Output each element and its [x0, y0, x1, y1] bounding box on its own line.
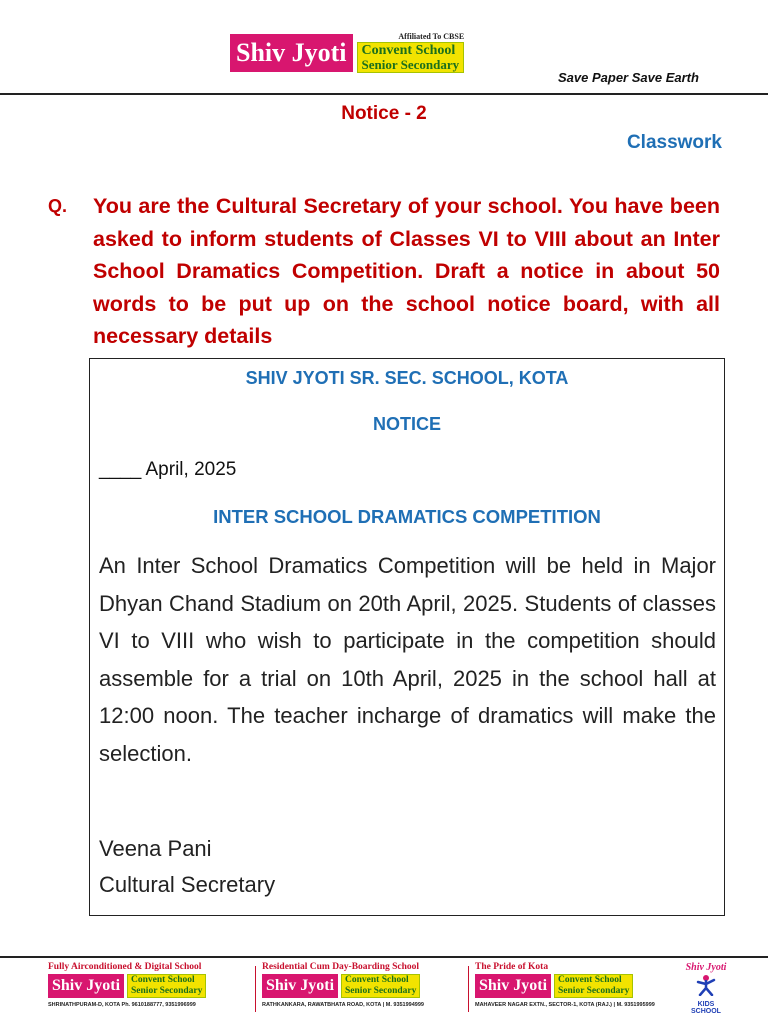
branch-tagline: Residential Cum Day-Boarding School — [262, 962, 420, 972]
logo-line-convent: Convent School — [361, 43, 456, 58]
notice-subject: INTER SCHOOL DRAMATICS COMPETITION — [213, 506, 601, 527]
branch-tagline: Fully Airconditioned & Digital School — [48, 962, 202, 972]
footer-separator — [468, 966, 469, 1012]
kids-logo-subtitle: KIDS SCHOOL — [691, 1001, 721, 1015]
header-divider — [0, 93, 768, 95]
logo-line-senior: Senior Secondary — [361, 57, 460, 72]
notice-body: An Inter School Dramatics Competition will be held in Major Dhyan Chand Stadium on 20th April, 2025. Students of classes VI to VIII who wish to participate in the competition should assemble for a trial on 10th April, 2025 in the school hall at 12:00 noon. The teacher incharge of dramatics will make the selection. — [99, 553, 716, 766]
branch-logo-name: Shiv Jyoti — [475, 974, 551, 998]
signatory-role: Cultural Secretary — [99, 872, 276, 897]
footer-branch-2 — [262, 962, 472, 1016]
branch-tagline: The Pride of Kota — [475, 962, 549, 972]
footer-branch-1 — [48, 962, 258, 1016]
branch-logo — [48, 974, 258, 1000]
branch-logo-convent: Convent School — [558, 975, 622, 985]
kids-logo-title: Shiv Jyoti — [685, 962, 727, 973]
branch-logo — [262, 974, 472, 1000]
branch-logo-senior: Senior Secondary — [345, 986, 417, 996]
question-label: Q. — [48, 196, 68, 216]
branch-address: RATHKANKARA, RAWATBHATA ROAD, KOTA | M. 9351994999 — [262, 1002, 424, 1008]
footer-divider — [0, 956, 768, 958]
kids-figure-icon — [693, 974, 719, 996]
motto: Save Paper Save Earth — [558, 70, 699, 85]
footer-separator — [255, 966, 256, 1012]
branch-logo-name: Shiv Jyoti — [48, 974, 124, 998]
branch-address: SHRINATHPURAM-D, KOTA Ph. 9610188777, 9351996999 — [48, 1002, 196, 1008]
notice-school-name: SHIV JYOTI SR. SEC. SCHOOL, KOTA — [245, 368, 569, 388]
logo-name: Shiv Jyoti — [230, 34, 353, 72]
branch-logo — [475, 974, 685, 1000]
branch-logo-senior: Senior Secondary — [558, 986, 630, 996]
branch-address: MAHAVEER NAGAR EXTN., SECTOR-1, KOTA (RAJ.) | M. 9351995999 — [475, 1002, 655, 1008]
kids-school-logo — [682, 962, 730, 1016]
school-logo — [230, 32, 510, 72]
branch-logo-convent: Convent School — [131, 975, 195, 985]
branch-logo-name: Shiv Jyoti — [262, 974, 338, 998]
notice-box — [89, 358, 725, 916]
signatory-name: Veena Pani — [99, 836, 212, 861]
logo-affiliation: Affiliated To CBSE — [398, 32, 465, 41]
question-text: You are the Cultural Secretary of your school. You have been asked to inform students of Classes VI to VIII about an Inter School Dramatics Competition. Draft a notice in about 50 words to be put up on the school notice board, with all necessary details — [93, 194, 720, 349]
page-title: Notice - 2 — [341, 103, 427, 124]
footer-branch-3 — [475, 962, 685, 1016]
notice-heading: NOTICE — [372, 414, 441, 434]
branch-logo-senior: Senior Secondary — [131, 986, 203, 996]
footer — [40, 962, 730, 1016]
classwork-label: Classwork — [626, 132, 722, 153]
notice-date: ____ April, 2025 — [99, 459, 237, 480]
branch-logo-convent: Convent School — [345, 975, 409, 985]
